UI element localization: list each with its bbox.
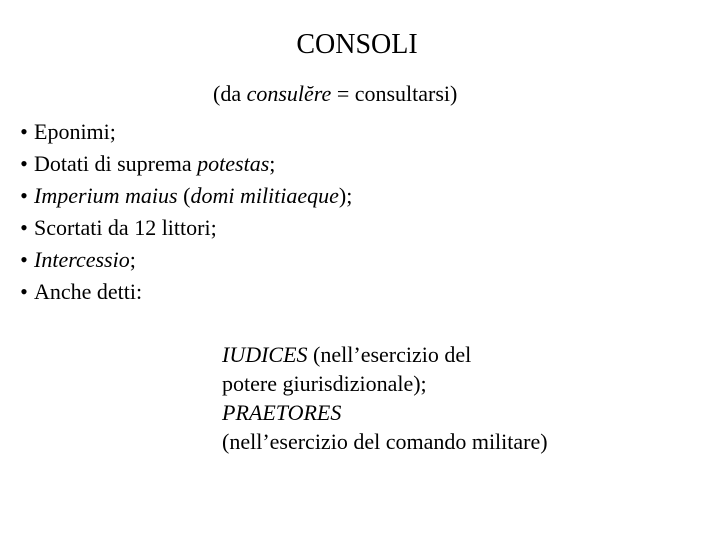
bullet-dot-icon: • — [20, 215, 28, 240]
also-called-term: IUDICES — [222, 342, 308, 367]
bullet-text-italic: domi militiaeque — [190, 183, 339, 208]
bullet-text-segment: ); — [338, 183, 353, 208]
bullet-text — [34, 276, 142, 308]
bullet-text-italic: Intercessio — [34, 247, 130, 272]
also-called-item-iudices — [222, 340, 548, 369]
also-called-continuation — [222, 369, 548, 398]
bullet-dot-icon: • — [20, 119, 28, 144]
bullet-text — [34, 180, 352, 212]
bullet-text — [34, 116, 116, 148]
also-called-item-praetores — [222, 398, 548, 427]
subtitle-term: consulĕre — [246, 81, 332, 106]
also-called-text: (nell’esercizio del comando militare) — [222, 429, 548, 454]
bullet-text-segment: ; — [129, 247, 136, 272]
also-called-text: (nell’esercizio del — [307, 342, 472, 367]
slide-subtitle — [213, 80, 457, 108]
bullet-text-segment: Anche detti: — [34, 279, 143, 304]
bullet-text-segment: Dotati di suprema — [34, 151, 198, 176]
also-called-continuation — [222, 427, 548, 456]
bullet-dot-icon: • — [20, 183, 28, 208]
bullet-text-segment: ( — [177, 183, 191, 208]
bullet-text-italic: Imperium maius — [34, 183, 178, 208]
also-called-term: PRAETORES — [222, 400, 342, 425]
bullet-dot-icon: • — [20, 279, 28, 304]
slide-title-text: CONSOLI — [296, 29, 418, 60]
bullet-text — [34, 212, 217, 244]
also-called-block — [222, 340, 548, 456]
slide-title — [0, 28, 720, 62]
subtitle-suffix: = consultarsi) — [331, 81, 458, 106]
bullet-text-italic: potestas — [197, 151, 270, 176]
bullet-text — [34, 244, 136, 276]
bullet-dot-icon: • — [20, 151, 28, 176]
bullet-dot-icon: • — [20, 247, 28, 272]
bullet-text-segment: ; — [269, 151, 276, 176]
bullet-text-segment: Eponimi; — [34, 119, 116, 144]
also-called-text: potere giurisdizionale); — [222, 371, 427, 396]
subtitle-prefix: (da — [213, 81, 247, 106]
bullet-text — [34, 148, 275, 180]
bullet-text-segment: Scortati da 12 littori; — [34, 215, 217, 240]
